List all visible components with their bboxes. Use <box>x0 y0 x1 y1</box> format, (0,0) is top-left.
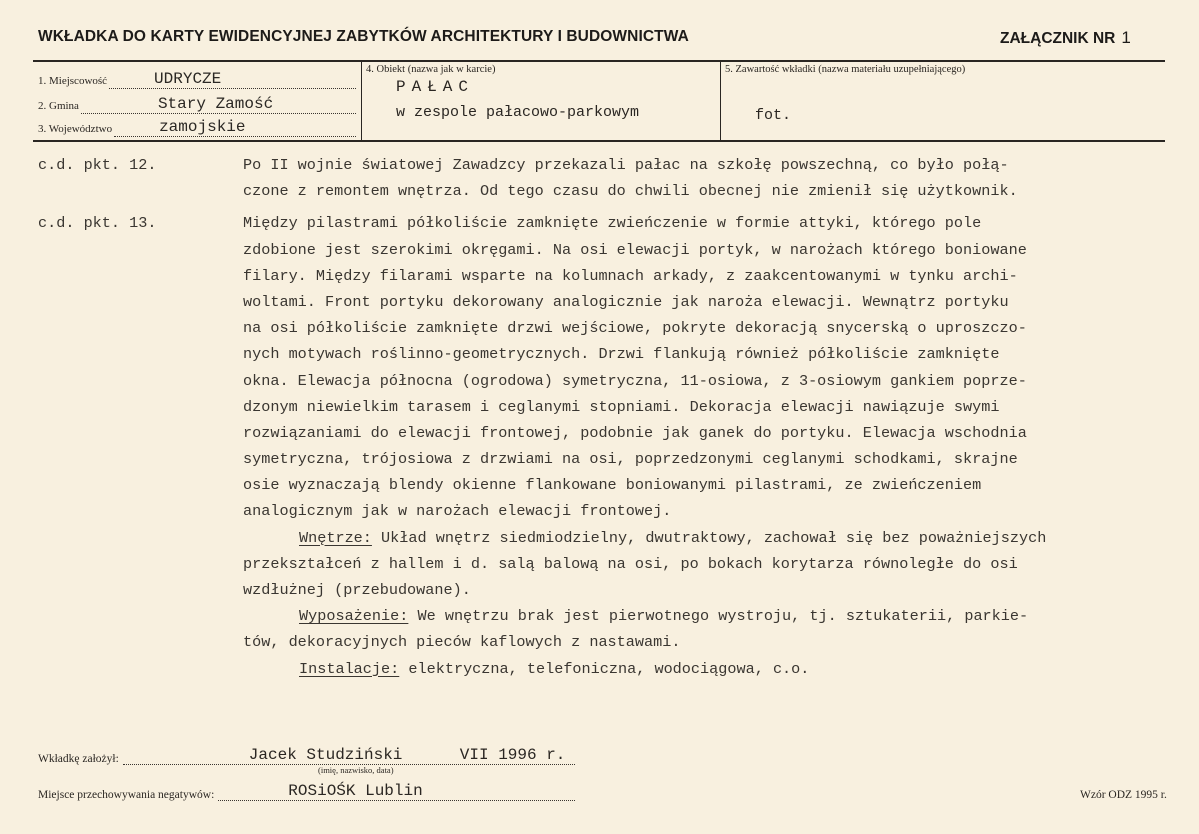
created-by-name: Jacek Studziński <box>248 746 403 764</box>
text-line: Między pilastrami półkoliście zamknięte zwieńczenie w formie attyki, którego pole <box>243 214 982 233</box>
section-lines <box>243 152 1168 204</box>
field-voivodeship <box>38 115 356 137</box>
text-line: symetryczna, trójosiowa z drzwiami na osi, poprzedzonymi ceglanymi schodkami, skrajne <box>243 450 1018 469</box>
text-line: wzdłużnej (przebudowane). <box>243 581 471 599</box>
text-line: zdobione jest szerokimi okręgami. Na osi elewacji portyk, w narożach którego boniowane <box>243 240 1027 259</box>
location-cell <box>33 62 362 140</box>
body-text <box>38 152 1168 688</box>
form-title: WKŁADKA DO KARTY EWIDENCYJNEJ ZABYTKÓW ARCHITEKTURY I BUDOWNICTWA <box>38 28 689 45</box>
annex-number: 1 <box>1121 28 1131 47</box>
field-label: 1. Miejscowość <box>38 75 108 87</box>
annex-label <box>1000 28 1131 48</box>
field-dots <box>114 118 356 137</box>
text-line: elektryczna, telefoniczna, wodociągowa, c.o. <box>399 659 810 678</box>
created-by-date: VII 1996 r. <box>459 746 566 764</box>
negatives-value: ROSiOŚK Lublin <box>288 782 423 800</box>
footer-created-by <box>38 746 575 765</box>
created-by-hint: (imię, nazwisko, data) <box>318 765 394 775</box>
field-label: 3. Województwo <box>38 123 113 135</box>
negatives-dots <box>218 782 575 801</box>
field-locality <box>38 67 356 89</box>
text-line: analogicznym jak w narożach elewacji frontowej. <box>243 502 672 521</box>
text-line: We wnętrzu brak jest pierwotnego wystroju, tj. sztukaterii, parkie- <box>408 607 1029 626</box>
subsection-heading: Wnętrze: <box>299 528 372 547</box>
negatives-label: Miejsce przechowywania negatywów: <box>38 789 215 801</box>
object-label: 4. Obiekt (nazwa jak w karcie) <box>366 64 496 75</box>
text-line: dzonym niewielkim tarasem i ceglanymi stopniami. Dekoracja elewacji nawiązuje swymi <box>243 397 1000 416</box>
text-line: tów, dekoracyjnych pieców kaflowych z nastawami. <box>243 633 681 652</box>
field-value-voivodeship: zamojskie <box>159 118 246 136</box>
subsection-installations <box>243 656 1168 682</box>
form-model: Wzór ODZ 1995 r. <box>1080 789 1167 801</box>
text-line: Układ wnętrz siedmiodzielny, dwutraktowy, zachował się bez poważniejszych <box>371 528 1047 547</box>
contents-cell <box>721 62 1165 140</box>
field-value-locality: UDRYCZE <box>154 70 222 88</box>
text-line: na osi półkoliście zamknięte drzwi wejściowe, pokryte dekoracją snycerską o uproszczo- <box>243 319 1027 338</box>
section-pkt-13 <box>38 210 1168 681</box>
field-commune <box>38 92 356 114</box>
annex-label-text: ZAŁĄCZNIK NR <box>1000 30 1116 47</box>
object-cell <box>362 62 721 140</box>
text-line: czone z remontem wnętrza. Od tego czasu do chwili obecnej nie zmienił się użytkownik. <box>243 182 1018 201</box>
header-table <box>33 60 1165 142</box>
text-line: okna. Elewacja północna (ogrodowa) symetryczna, 11-osiowa, z 3-osiowym gankiem poprze- <box>243 371 1027 390</box>
text-line: nych motywach roślinno-geometrycznych. Drzwi flankują również półkoliście zamknięte <box>243 345 1000 364</box>
created-by-dots <box>123 746 575 765</box>
text-line: woltami. Front portyku dekorowany analogicznie jak naroża elewacji. Wewnątrz portyku <box>243 292 1009 311</box>
subsection-interior <box>243 525 1168 551</box>
text-line: filary. Między filarami wsparte na kolumnach arkady, z zaakcentowanymi w tynku archi- <box>243 266 1018 285</box>
created-by-label: Wkładkę założył: <box>38 753 119 765</box>
field-dots <box>109 70 356 89</box>
field-value-commune: Stary Zamość <box>157 95 274 113</box>
section-pkt-12 <box>38 152 1168 204</box>
field-label: 2. Gmina <box>38 100 79 112</box>
section-label: c.d. pkt. 13. <box>38 214 157 233</box>
text-line: Po II wojnie światowej Zawadzcy przekazali pałac na szkołę powszechną, co było połą- <box>243 156 1009 174</box>
subsection-heading: Wyposażenie: <box>299 607 409 626</box>
contents-label: 5. Zawartość wkładki (nazwa materiału uzupełniającego) <box>725 64 966 75</box>
text-line: osie wyznaczają blendy okienne flankowane boniowanymi pilastrami, ze zwieńczeniem <box>243 476 982 495</box>
footer-negatives <box>38 782 575 801</box>
section-label: c.d. pkt. 12. <box>38 156 157 174</box>
field-dots <box>81 95 356 114</box>
section-lines <box>243 210 1168 681</box>
text-line: przekształceń z hallem i d. salą balową na osi, po bokach korytarza równoległe do osi <box>243 554 1018 573</box>
subsection-heading: Instalacje: <box>299 659 400 678</box>
object-name: PAŁAC <box>396 78 475 96</box>
contents-value: fot. <box>755 107 792 124</box>
object-description: w zespole pałacowo-parkowym <box>396 104 640 121</box>
text-line: rozwiązaniami do elewacji frontowej, podobnie jak ganek do portyku. Elewacja wschodnia <box>243 423 1027 442</box>
subsection-furnishing <box>243 603 1168 629</box>
